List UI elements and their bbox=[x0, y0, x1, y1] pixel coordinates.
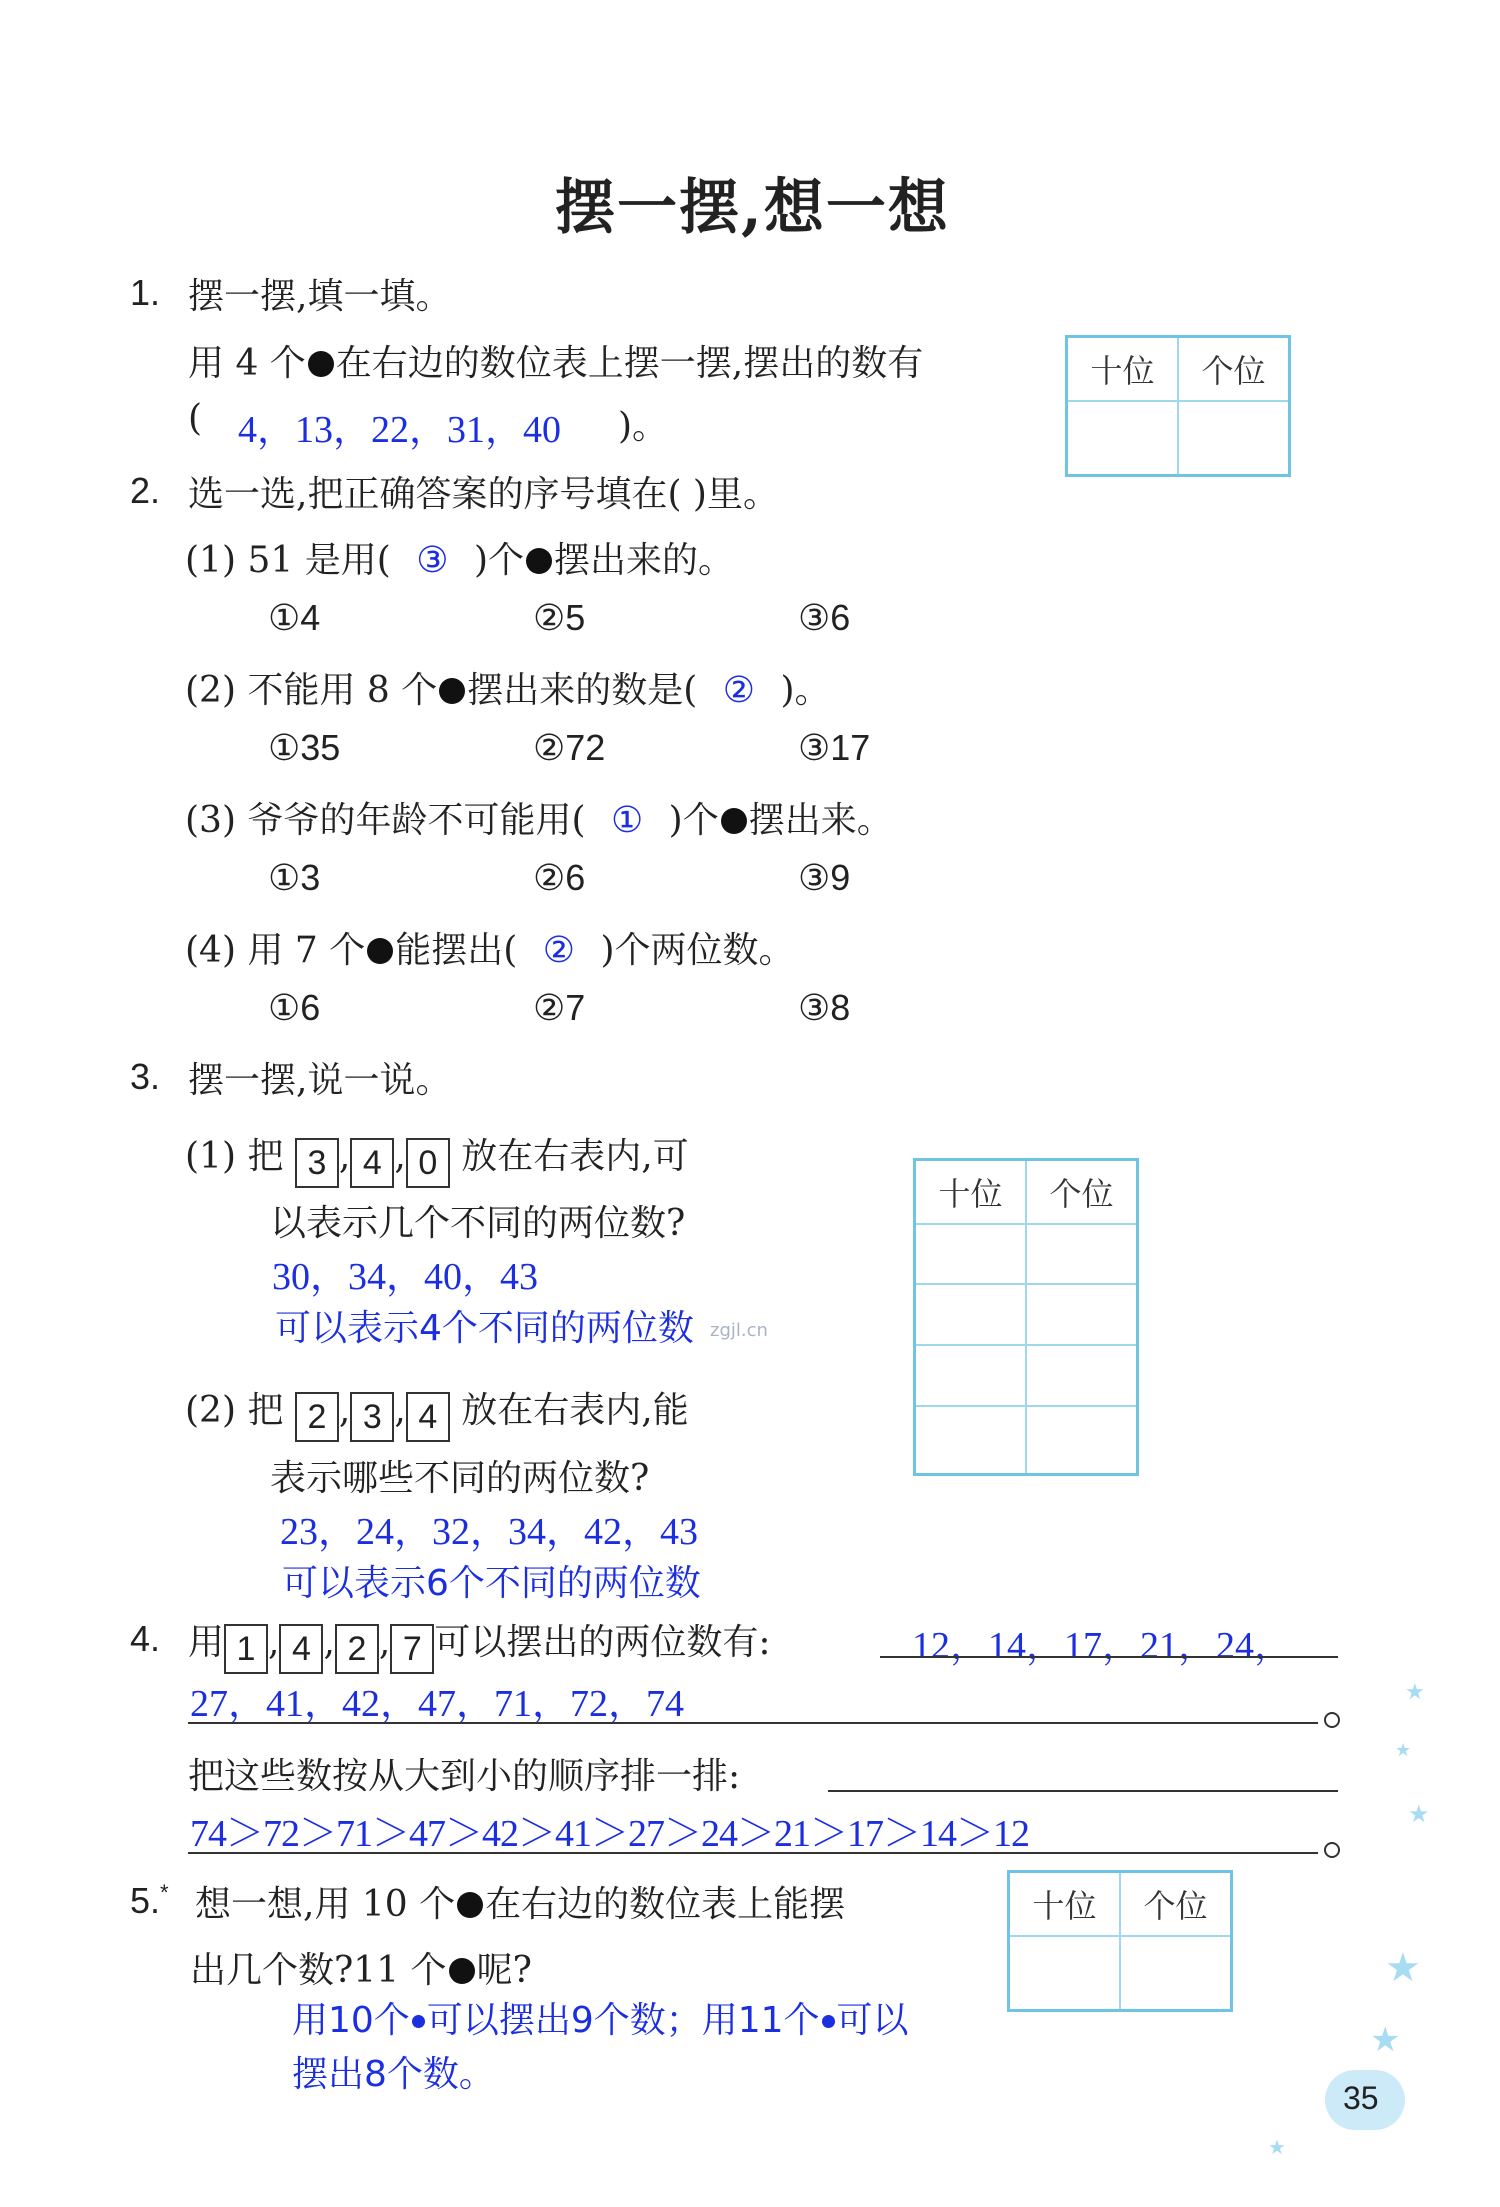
star-icon: ★ bbox=[1405, 1680, 1425, 1705]
q2-item-2-answer: ② bbox=[722, 670, 756, 711]
q5-answer-line2: 摆出8个数。 bbox=[292, 2054, 495, 2095]
tens-cell bbox=[915, 1345, 1027, 1406]
tens-cell bbox=[1009, 1936, 1121, 2011]
q4-sort-answer: 74＞72＞71＞47＞42＞41＞27＞24＞21＞17＞14＞12 bbox=[190, 1813, 1030, 1855]
q1-place-value-table bbox=[1065, 335, 1291, 477]
answer-line bbox=[880, 1656, 1338, 1658]
q1-heading: 摆一摆,填一填。 bbox=[188, 276, 452, 317]
q5-number bbox=[130, 1880, 169, 1922]
q2-item-4-lead: (4) 用 7 个 bbox=[185, 930, 366, 971]
q2-item-1-answer: ③ bbox=[416, 540, 449, 581]
bead-icon bbox=[308, 351, 334, 377]
q3-number: 3. bbox=[130, 1056, 161, 1097]
digit-card: 2 bbox=[295, 1392, 339, 1442]
bead-icon bbox=[822, 2015, 835, 2028]
digit-card: 7 bbox=[390, 1624, 434, 1674]
q5-line2 bbox=[190, 1942, 532, 1993]
q5-ans1-a: 用10个 bbox=[292, 2000, 410, 2041]
q3-part-2-tail: 放在右表内,能 bbox=[461, 1390, 689, 1431]
q3-heading: 摆一摆,说一说。 bbox=[188, 1060, 452, 1101]
page-number: 35 bbox=[1343, 2080, 1379, 2116]
q3-part-2-lead: (2) 把 bbox=[185, 1390, 284, 1431]
q1-answer: 4，13，22，31，40 bbox=[238, 409, 562, 451]
q5-place-value-table bbox=[1007, 1870, 1233, 2012]
star-icon: ★ bbox=[1408, 1800, 1430, 1828]
tens-header: 十位 bbox=[915, 1160, 1027, 1224]
ones-header: 个位 bbox=[1026, 1160, 1138, 1224]
ones-cell bbox=[1026, 1345, 1138, 1406]
q2-item-4-opt-1: ①6 bbox=[268, 987, 321, 1028]
q5-line1-a: 想一想,用 10 个 bbox=[195, 1884, 456, 1925]
q2-item-4-lead-b: 能摆出( bbox=[395, 930, 518, 971]
digit-card: 4 bbox=[406, 1392, 450, 1442]
q3-place-value-table bbox=[913, 1158, 1139, 1476]
tens-header: 十位 bbox=[1009, 1872, 1121, 1936]
star-icon: ★ bbox=[1395, 1740, 1412, 1761]
bead-icon bbox=[721, 808, 747, 834]
bead-icon bbox=[367, 938, 393, 964]
q2-item-4-opt-3: ③8 bbox=[798, 987, 851, 1028]
q2-item-2-opt-1: ①35 bbox=[268, 727, 341, 768]
q2-item-2-lead-b: 摆出来的数是( bbox=[467, 670, 698, 711]
ones-header: 个位 bbox=[1178, 337, 1290, 401]
q3-part-1-line2: 以表示几个不同的两位数? bbox=[270, 1203, 686, 1244]
q2-item-2 bbox=[185, 662, 831, 713]
q5-line2-a: 出几个数?11 个 bbox=[190, 1950, 447, 1991]
digit-card: 1 bbox=[224, 1624, 268, 1674]
q2-item-3-lead: (3) 爷爷的年龄不可能用( bbox=[185, 800, 586, 841]
period-mark bbox=[1324, 1712, 1340, 1728]
q5-line1 bbox=[195, 1876, 845, 1927]
q2-item-3-tail-b: 摆出来。 bbox=[748, 800, 893, 841]
q3-part-2-line2: 表示哪些不同的两位数? bbox=[270, 1458, 650, 1499]
q2-item-2-opt-3: ③17 bbox=[798, 727, 871, 768]
q4-number: 4. bbox=[130, 1618, 161, 1659]
q3-part-2: (2) 把 2 , 3 , 4 放在右表内,能 bbox=[185, 1382, 689, 1442]
ones-cell bbox=[1026, 1406, 1138, 1474]
q2-item-3 bbox=[185, 792, 893, 843]
digit-card: 3 bbox=[350, 1392, 394, 1442]
q5-number-text: 5. bbox=[130, 1880, 161, 1921]
q4-sort-label: 把这些数按从大到小的顺序排一排: bbox=[188, 1756, 741, 1797]
tens-cell bbox=[915, 1224, 1027, 1285]
watermark: zgjl.cn bbox=[710, 1320, 768, 1341]
answer-line bbox=[188, 1722, 1318, 1724]
star-icon: ★ bbox=[1370, 2020, 1401, 2060]
period-mark bbox=[1324, 1842, 1340, 1858]
q2-item-1-opt-1: ①4 bbox=[268, 597, 321, 638]
q5-star: * bbox=[160, 1880, 169, 1905]
q1-line1 bbox=[188, 335, 923, 386]
q5-line1-b: 在右边的数位表上能摆 bbox=[485, 1884, 846, 1925]
q4-answer-line1: 12，14，17，21，24， bbox=[912, 1625, 1293, 1667]
q3-part-2-conclusion: 可以表示6个不同的两位数 bbox=[282, 1563, 701, 1604]
q4-prompt: 用 1 , 4 , 2 , 7 可以摆出的两位数有: bbox=[188, 1614, 771, 1674]
q1-paren-open: ( bbox=[188, 398, 203, 439]
q2-item-4-answer: ② bbox=[542, 930, 576, 971]
star-icon: ★ bbox=[1385, 1945, 1421, 1991]
q2-item-3-opt-2: ②6 bbox=[533, 857, 586, 898]
q3-part-1: (1) 把 3 , 4 , 0 放在右表内,可 bbox=[185, 1128, 689, 1188]
digit-card: 3 bbox=[295, 1138, 339, 1188]
bead-icon bbox=[439, 678, 465, 704]
q1-paren-close: )。 bbox=[618, 406, 669, 447]
q1-number: 1. bbox=[130, 272, 161, 313]
q1-line1-a: 用 4 个 bbox=[188, 343, 306, 384]
q2-item-4-opt-2: ②7 bbox=[533, 987, 586, 1028]
q3-part-2-answer: 23，24，32，34，42，43 bbox=[280, 1511, 699, 1553]
q2-item-2-tail-a: )。 bbox=[780, 670, 831, 711]
q2-item-1-lead: (1) 51 是用( bbox=[185, 540, 391, 581]
page-title: 摆一摆,想一想 bbox=[555, 173, 950, 243]
bead-icon bbox=[526, 548, 552, 574]
q2-item-1-tail-b: 摆出来的。 bbox=[553, 540, 734, 581]
ones-cell bbox=[1026, 1224, 1138, 1285]
q4-lead: 用 bbox=[188, 1622, 225, 1663]
q2-item-4 bbox=[185, 922, 795, 973]
q1-line1-b: 在右边的数位表上摆一摆,摆出的数有 bbox=[335, 343, 924, 384]
q2-item-2-opt-2: ②72 bbox=[533, 727, 606, 768]
bead-icon bbox=[449, 1958, 475, 1984]
q2-item-1-opt-3: ③6 bbox=[798, 597, 851, 638]
bead-icon bbox=[457, 1892, 483, 1918]
q2-item-2-lead: (2) 不能用 8 个 bbox=[185, 670, 438, 711]
ones-cell bbox=[1026, 1284, 1138, 1345]
q3-part-1-lead: (1) 把 bbox=[185, 1136, 284, 1177]
digit-card: 4 bbox=[350, 1138, 394, 1188]
star-icon: ★ bbox=[1268, 2135, 1286, 2159]
q2-item-1-tail-a: )个 bbox=[473, 540, 524, 581]
q5-ans1-c: 可以 bbox=[836, 2000, 909, 2041]
ones-cell bbox=[1120, 1936, 1232, 2011]
q5-line2-b: 呢? bbox=[476, 1950, 532, 1991]
answer-line bbox=[188, 1852, 1318, 1854]
q2-number: 2. bbox=[130, 470, 161, 511]
tens-cell bbox=[915, 1406, 1027, 1474]
ones-cell bbox=[1178, 401, 1290, 476]
q3-part-1-conclusion: 可以表示4个不同的两位数 bbox=[275, 1308, 694, 1349]
q5-ans1-b: 可以摆出9个数；用11个 bbox=[426, 2000, 820, 2041]
q5-answer-line1 bbox=[292, 1992, 909, 2043]
q2-item-1-opt-2: ②5 bbox=[533, 597, 586, 638]
digit-card: 0 bbox=[406, 1138, 450, 1188]
q3-part-1-answer: 30，34，40，43 bbox=[272, 1256, 539, 1298]
q2-heading: 选一选,把正确答案的序号填在( )里。 bbox=[188, 474, 779, 515]
digit-card: 2 bbox=[335, 1624, 379, 1674]
tens-header: 十位 bbox=[1067, 337, 1179, 401]
q2-item-3-opt-3: ③9 bbox=[798, 857, 851, 898]
tens-cell bbox=[1067, 401, 1179, 476]
q4-answer-line2: 27，41，42，47，71，72，74 bbox=[190, 1683, 685, 1725]
q2-item-3-tail-a: )个 bbox=[668, 800, 719, 841]
q2-item-3-opt-1: ①3 bbox=[268, 857, 321, 898]
q4-tail: 可以摆出的两位数有: bbox=[434, 1622, 771, 1663]
digit-card: 4 bbox=[279, 1624, 323, 1674]
bead-icon bbox=[412, 2015, 425, 2028]
q2-item-1 bbox=[185, 532, 734, 583]
q2-item-4-tail-a: )个两位数。 bbox=[600, 930, 795, 971]
tens-cell bbox=[915, 1284, 1027, 1345]
answer-line bbox=[828, 1790, 1338, 1792]
ones-header: 个位 bbox=[1120, 1872, 1232, 1936]
q2-item-3-answer: ① bbox=[610, 800, 644, 841]
q3-part-1-tail: 放在右表内,可 bbox=[461, 1136, 689, 1177]
